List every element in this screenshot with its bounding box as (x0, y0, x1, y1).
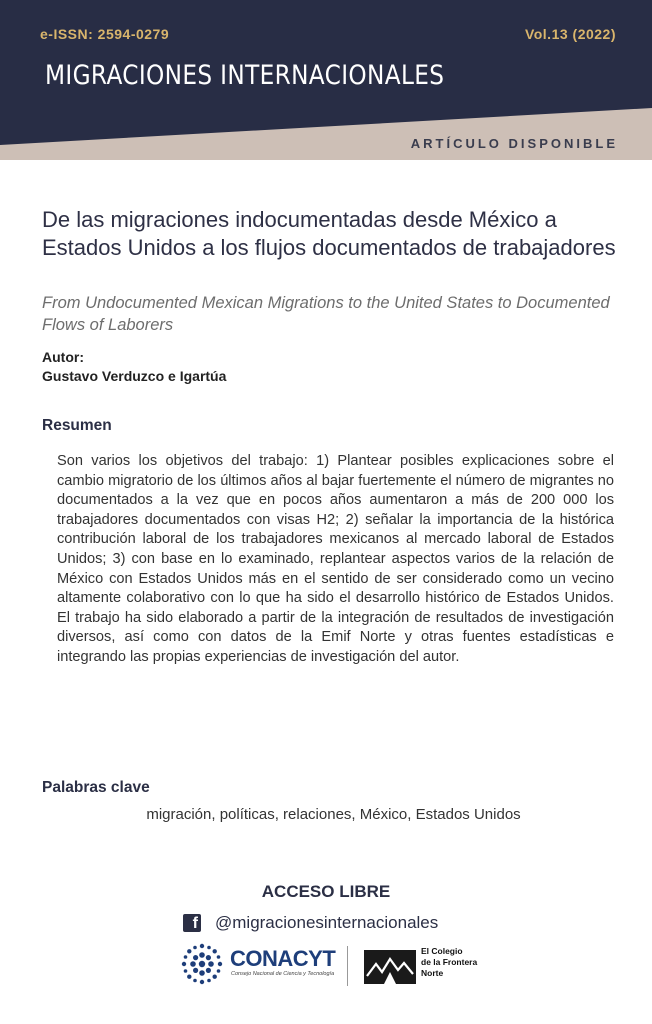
sponsor-logos (178, 940, 498, 990)
conacyt-logo-icon (178, 940, 226, 988)
journal-name: MIGRACIONES INTERNACIONALES (45, 60, 445, 91)
colef-line-1: El Colegio (421, 946, 463, 956)
colef-line-2: de la Frontera (421, 957, 478, 967)
abstract-heading: Resumen (42, 417, 112, 434)
colef-logo-icon (364, 950, 416, 984)
conacyt-name: CONACYT (230, 946, 336, 971)
conacyt-subtitle: Consejo Nacional de Ciencia y Tecnología (231, 971, 335, 977)
logo-divider (347, 946, 348, 986)
keywords-heading: Palabras clave (42, 779, 150, 796)
issn-label: e-ISSN: 2594-0279 (40, 26, 170, 42)
volume-label: Vol.13 (2022) (524, 26, 616, 42)
author-label: Autor: (42, 349, 84, 365)
author-name: Gustavo Verduzco e Igartúa (42, 368, 227, 384)
abstract-text: Son varios los objetivos del trabajo: 1) Plantear posibles explicaciones sobre el cambio migratorio de los últimos años al bajar fuertemente el número de migrantes no documentados a la vez que en pocos años aumentaron a más de 200 000 los trabajadores documentados con visas H2; 2) señalar la importancia de la histórica contribución laboral de los trabajadores mexicanos al mercado laboral de Estados Unidos; 3) con base en lo examinado, replantear aspectos varios de la relación de México con Estados Unidos más en el sentido de ser considerado como un vecino altamente colaborativo con lo que ha sido el desarrollo histórico de Estados Unidos. El trabajo ha sido elaborado a partir de la integración de resultados de investigación diversos, así como con datos de la Emif Norte y otras fuentes estadísticas e integrando las propias experiencias de investigación del autor. (57, 453, 614, 665)
social-link[interactable] (183, 910, 438, 936)
facebook-icon: f (183, 914, 201, 932)
social-handle: @migracionesinternacionales (215, 913, 439, 932)
availability-label: ARTÍCULO DISPONIBLE (410, 136, 618, 151)
journal-header (0, 0, 652, 160)
open-access-label: ACCESO LIBRE (261, 882, 391, 901)
keywords-text: migración, políticas, relaciones, México, Estados Unidos (146, 806, 521, 823)
colef-name (421, 946, 491, 979)
colef-line-3: Norte (421, 968, 444, 978)
article-title-english: From Undocumented Mexican Migrations to the United States to Documented Flows of Laborers (42, 294, 610, 334)
article-title: De las migraciones indocumentadas desde México a Estados Unidos a los flujos documentados de trabajadores (42, 207, 616, 260)
